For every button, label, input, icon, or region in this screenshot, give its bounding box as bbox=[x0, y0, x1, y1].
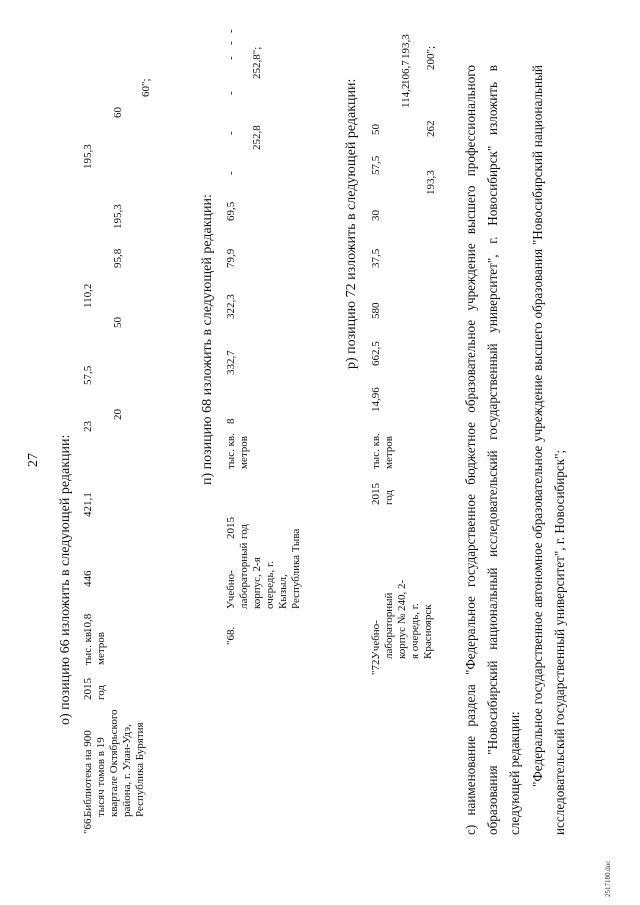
value-cell: 446 bbox=[82, 570, 94, 587]
value-cell: - bbox=[225, 91, 237, 95]
value-cell: 195,3 bbox=[112, 204, 124, 229]
value-cell: 200"; bbox=[425, 45, 437, 70]
value-cell: 20 bbox=[112, 409, 124, 420]
value-cell: 110,2 bbox=[82, 283, 94, 308]
value-cell: 8 bbox=[225, 418, 237, 424]
value-cell: 69,5 bbox=[225, 201, 237, 221]
value-cell: 114,2 bbox=[400, 83, 412, 108]
value-cell: 193,3 bbox=[425, 170, 437, 195]
value-cell: 252,8"; bbox=[251, 46, 263, 79]
value-cell: 57,5 bbox=[82, 365, 94, 385]
year-cell: 2015 год bbox=[370, 483, 395, 505]
value-cell: 421,1 bbox=[82, 492, 94, 517]
value-cell: 60"; bbox=[140, 78, 152, 97]
value-cell: 57,5 bbox=[370, 155, 382, 175]
section-intro: п) позицию 68 изложить в следующей редакции: bbox=[200, 194, 215, 485]
year-cell: 2015 год bbox=[82, 678, 107, 700]
page-number: 27 bbox=[26, 453, 41, 467]
value-cell: 662,5 bbox=[370, 341, 382, 366]
value-cell: 50 bbox=[370, 124, 382, 135]
value-cell: 580 bbox=[370, 302, 382, 319]
value-cell: 262 bbox=[425, 120, 437, 137]
footer-filename: 2517180.doc bbox=[604, 860, 612, 897]
value-cell: 30 bbox=[370, 210, 382, 221]
value-cell: 95,8 bbox=[112, 248, 124, 268]
value-cell: 60 bbox=[112, 107, 124, 118]
value-cell: - bbox=[225, 41, 237, 45]
value-cell: 252,8 bbox=[251, 125, 263, 150]
object-name: Библиотека на 900 тысяч томов в 19 квартале Октябрьского района, г. Улан-Удэ, Республика Бурятия bbox=[82, 709, 146, 817]
value-cell: - bbox=[225, 29, 237, 33]
value-cell: 14,96 bbox=[370, 387, 382, 412]
section-intro: о) позицию 66 изложить в следующей редакции: bbox=[58, 434, 73, 725]
value-cell: 79,9 bbox=[225, 248, 237, 268]
object-name: Учебно-лабораторный корпус № 240, 2-я очередь, г. Красноярск bbox=[370, 579, 434, 659]
value-cell: 10,8 bbox=[82, 613, 94, 633]
value-cell: 23 bbox=[82, 421, 94, 432]
value-cell: - bbox=[225, 56, 237, 60]
row-number: "72. bbox=[370, 656, 382, 675]
value-cell: - bbox=[225, 131, 237, 135]
paragraph-section-c: с) наименование раздела "Федеральное государственное бюджетное образовательное учреждение высшего профессионального образования "Новосибирский национальный исследовательский государственный университет", г. Новосибирск" изложить в следующей редакции: bbox=[463, 65, 522, 835]
value-cell: 37,5 bbox=[370, 248, 382, 268]
value-cell: 193,3 bbox=[400, 34, 412, 59]
value-cell: - bbox=[225, 171, 237, 175]
paragraph-new-name: "Федеральное государственное автономное образовательное учреждение высшего образования "Новосибирский национальный исследовательский государственный университет", г. Новосибирск"; bbox=[530, 65, 567, 835]
unit-cell: тыс. кв. метров bbox=[370, 433, 395, 469]
value-cell: 322,3 bbox=[225, 294, 237, 319]
section-intro: р) позицию 72 изложить в следующей редакции: bbox=[344, 78, 359, 369]
row-number: "68. bbox=[225, 626, 237, 645]
value-cell: 195,3 bbox=[82, 144, 94, 169]
unit-cell: тыс. кв. метров bbox=[225, 433, 250, 469]
value-cell: 332,7 bbox=[225, 350, 237, 375]
object-name: Учебно-лабораторный корпус, 2-я очередь, г. Кызыл, Республика Тыва bbox=[225, 528, 302, 609]
unit-cell: тыс. кв. метров bbox=[82, 629, 107, 665]
value-cell: 106,7 bbox=[400, 60, 412, 85]
value-cell: 50 bbox=[112, 317, 124, 328]
row-number: "66. bbox=[82, 815, 94, 834]
year-cell: 2015 год bbox=[225, 517, 250, 539]
